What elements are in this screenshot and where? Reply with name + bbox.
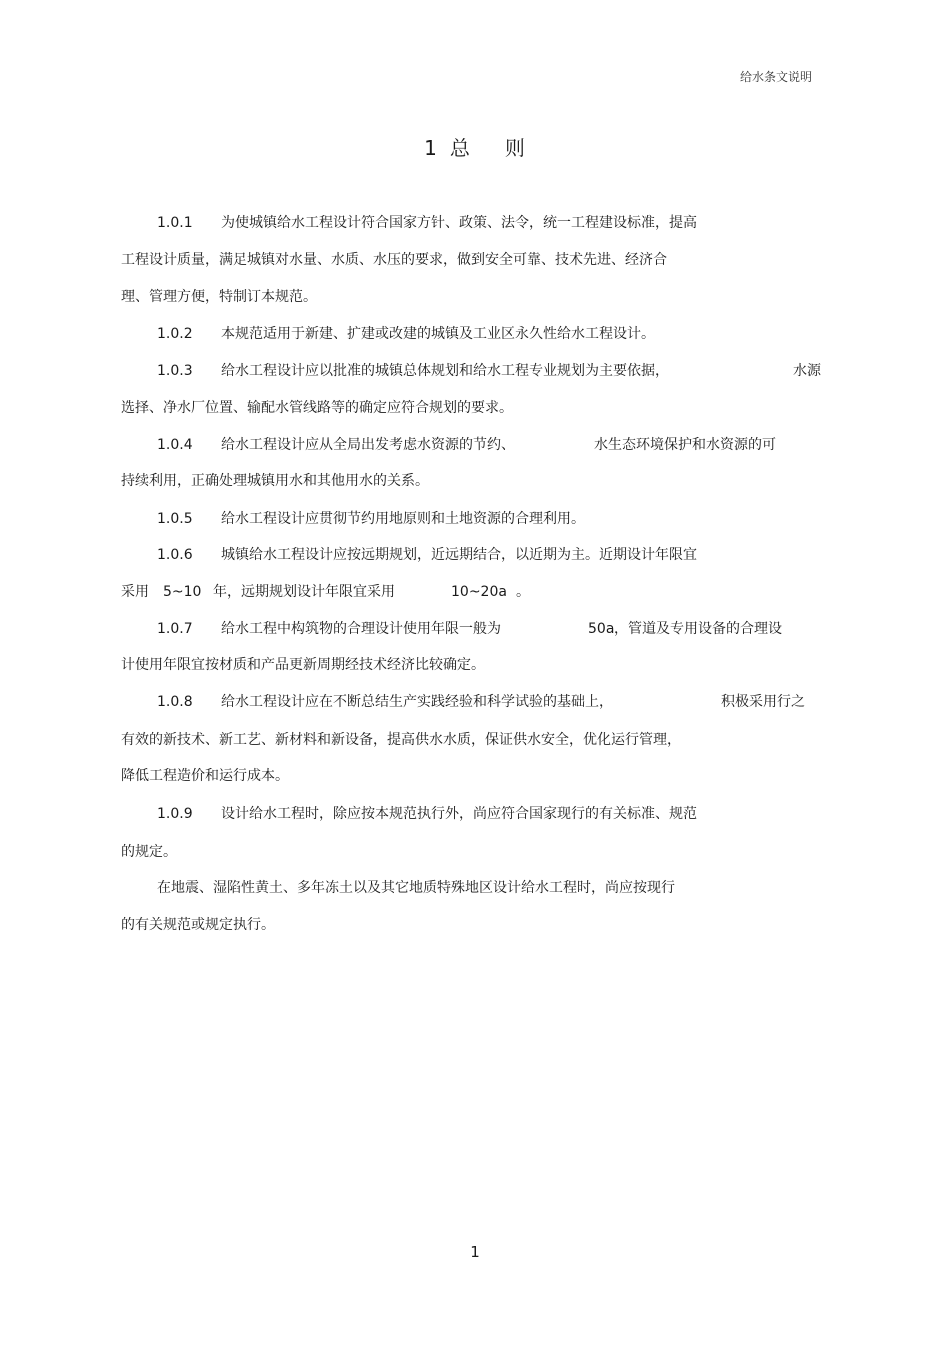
clause-1-0-8-line-2: 有效的新技术、新工艺、新材料和新设备，提高供水水质，保证供水安全，优化运行管理， (121, 732, 681, 748)
clause-text: 设计给水工程时，除应按本规范执行外，尚应符合国家现行的有关标准、规范 (221, 806, 697, 822)
clause-text: 给水工程设计应从全局出发考虑水资源的节约、 (221, 437, 515, 453)
clause-1-0-6-line-2d: 10~20a (451, 584, 507, 600)
clause-1-0-8-line-1-tail: 积极采用行之 (721, 694, 805, 710)
clause-1-0-1-line-3: 理、管理方便，特制订本规范。 (121, 289, 317, 305)
clause-1-0-7-line-1c: ，管道及专用设备的合理设 (614, 621, 782, 637)
clause-number: 1.0.9 (157, 806, 193, 822)
clause-1-0-2-line-1 (157, 325, 655, 343)
clause-1-0-4-line-2: 持续利用，正确处理城镇用水和其他用水的关系。 (121, 473, 429, 489)
clause-1-0-4-line-1 (157, 436, 515, 454)
clause-1-0-6-line-2a: 采用 (121, 584, 149, 600)
chapter-word-1: 总 (449, 136, 471, 160)
clause-number: 1.0.8 (157, 694, 193, 710)
clause-1-0-9-line-3: 在地震、湿陷性黄土、多年冻土以及其它地质特殊地区设计给水工程时，尚应按现行 (157, 880, 675, 896)
clause-1-0-7-line-1b: 50a (588, 621, 615, 637)
clause-number: 1.0.4 (157, 437, 193, 453)
chapter-number: 1 (424, 136, 438, 160)
clause-text: 本规范适用于新建、扩建或改建的城镇及工业区永久性给水工程设计。 (221, 326, 655, 342)
clause-text: 给水工程设计应在不断总结生产实践经验和科学试验的基础上， (221, 694, 613, 710)
clause-1-0-6-line-1 (157, 546, 697, 564)
clause-1-0-9-line-4: 的有关规范或规定执行。 (121, 917, 275, 933)
clause-1-0-1-line-2: 工程设计质量，满足城镇对水量、水质、水压的要求，做到安全可靠、技术先进、经济合 (121, 252, 667, 268)
clause-text: 给水工程设计应以批准的城镇总体规划和给水工程专业规划为主要依据， (221, 363, 669, 379)
clause-1-0-5-line-1 (157, 510, 585, 528)
clause-1-0-3-line-1 (157, 362, 669, 380)
clause-text: 给水工程设计应贯彻节约用地原则和土地资源的合理利用。 (221, 511, 585, 527)
clause-1-0-6-line-2e: 。 (516, 584, 530, 600)
running-header: 给水条文说明 (739, 70, 812, 84)
clause-number: 1.0.5 (157, 511, 193, 527)
clause-1-0-3-line-2: 选择、净水厂位置、输配水管线路等的确定应符合规划的要求。 (121, 400, 513, 416)
clause-1-0-3-line-1-tail: 水源 (793, 363, 821, 379)
page-number: 1 (470, 1243, 480, 1261)
clause-1-0-7-line-1 (157, 620, 501, 638)
clause-1-0-9-line-2: 的规定。 (121, 844, 177, 860)
clause-number: 1.0.3 (157, 363, 193, 379)
clause-text: 城镇给水工程设计应按远期规划，近远期结合，以近期为主。近期设计年限宜 (221, 547, 697, 563)
clause-1-0-4-line-1-tail: 水生态环境保护和水资源的可 (594, 437, 776, 453)
chapter-word-2: 则 (504, 136, 526, 160)
clause-number: 1.0.7 (157, 621, 193, 637)
clause-1-0-1-line-1 (157, 214, 697, 232)
clause-1-0-8-line-3: 降低工程造价和运行成本。 (121, 768, 289, 784)
clause-1-0-6-line-2b: 5~10 (163, 584, 202, 600)
clause-text: 给水工程中构筑物的合理设计使用年限一般为 (221, 621, 501, 637)
chapter-title (0, 132, 950, 161)
clause-number: 1.0.6 (157, 547, 193, 563)
clause-number: 1.0.2 (157, 326, 193, 342)
clause-1-0-6-line-2c: 年，远期规划设计年限宜采用 (213, 584, 395, 600)
clause-1-0-7-line-2: 计使用年限宜按材质和产品更新周期经技术经济比较确定。 (121, 657, 485, 673)
clause-text: 为使城镇给水工程设计符合国家方针、政策、法令，统一工程建设标准，提高 (221, 215, 697, 231)
clause-1-0-9-line-1 (157, 805, 697, 823)
clause-number: 1.0.1 (157, 215, 193, 231)
clause-1-0-8-line-1 (157, 693, 613, 711)
